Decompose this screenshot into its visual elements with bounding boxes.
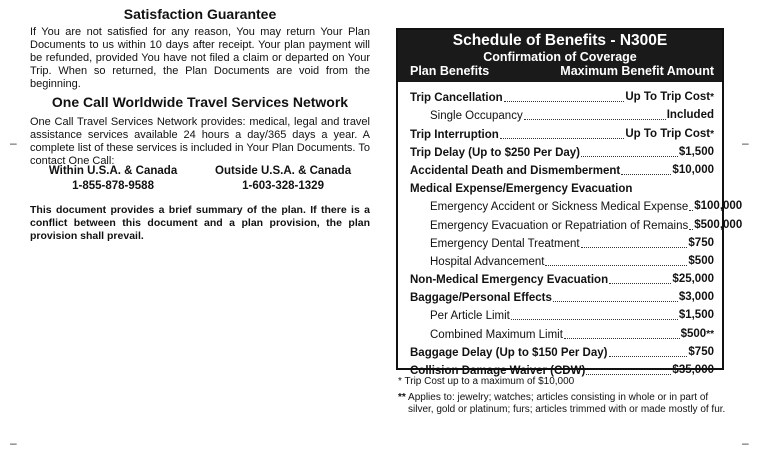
benefit-amount <box>694 218 742 233</box>
benefit-row <box>410 87 714 105</box>
benefit-amount <box>667 108 714 123</box>
dot-leader <box>524 119 666 120</box>
benefit-label: Emergency Accident or Sickness Medical Expense <box>430 201 689 214</box>
benefit-label: Baggage/Personal Effects <box>410 292 552 305</box>
column-header-amount: Maximum Benefit Amount <box>560 64 714 78</box>
benefit-amount <box>672 163 714 178</box>
benefit-amount <box>688 254 714 269</box>
satisfaction-text: If You are not satisfied for any reason, You may return Your Plan Documents to us within 10 days after receipt. Your plan payment will be refunded, provided You have not filed a claim or departed on Your Trip. When so returned, the Plan Documents are void from the beginning. <box>30 26 370 90</box>
schedule-title: Schedule of Benefits - N300E <box>452 32 668 49</box>
benefit-row <box>410 305 714 323</box>
column-header-benefits: Plan Benefits <box>410 64 490 78</box>
benefit-amount <box>688 236 714 251</box>
dot-leader <box>564 338 680 339</box>
dot-leader <box>581 247 688 248</box>
benefit-rows <box>398 82 743 378</box>
benefit-amount <box>694 199 742 214</box>
dot-leader <box>609 283 671 284</box>
benefit-amount <box>679 290 714 305</box>
dot-leader <box>545 265 687 266</box>
benefit-amount <box>625 90 714 105</box>
footnote-text: Applies to: jewelry; watches; articles consisting in whole or in part of silver, gold or platinum; furs; articles trimmed with or made mostly of fur. <box>408 392 726 415</box>
benefit-amount <box>625 127 714 142</box>
benefit-footnote-mark: * <box>710 128 714 140</box>
network-text: One Call Travel Services Network provides: medical, legal and travel assistance services available 24 hours a day/365 days a year. A complete list of these services is included in Your Plan Documents. To contact One Call: <box>30 116 370 167</box>
benefit-row <box>410 233 714 251</box>
dot-leader <box>581 156 678 157</box>
benefit-amount-value: $750 <box>688 345 714 358</box>
outside-phone: 1-603-328-1329 <box>242 180 324 192</box>
benefit-row <box>410 178 714 196</box>
benefit-amount-value: $500 <box>680 327 707 340</box>
footnote-mark: ** <box>398 392 406 403</box>
dot-leader <box>621 174 671 175</box>
benefit-amount-value: $750 <box>688 236 714 249</box>
benefit-row <box>410 342 714 360</box>
benefit-footnote-mark: ** <box>706 328 714 340</box>
benefit-amount <box>688 345 714 360</box>
benefit-row <box>410 142 714 160</box>
benefit-amount-value: $500,000 <box>694 218 743 231</box>
outside-contact <box>215 164 351 194</box>
satisfaction-title: Satisfaction Guarantee <box>123 6 277 22</box>
benefit-row <box>410 105 714 123</box>
benefit-label: Trip Delay (Up to $250 Per Day) <box>410 146 581 159</box>
crop-mark: – <box>10 436 17 450</box>
benefit-amount-value: $25,000 <box>672 273 714 286</box>
network-title: One Call Worldwide Travel Services Network <box>51 94 349 110</box>
within-contact <box>49 164 177 194</box>
dot-leader <box>609 356 688 357</box>
benefit-footnote-mark: * <box>710 92 714 104</box>
footnote-applies-to <box>398 392 728 416</box>
benefit-label: Emergency Evacuation or Repatriation of Remains <box>430 219 689 232</box>
within-phone: 1-855-878-9588 <box>72 180 154 192</box>
crop-mark: – <box>742 436 749 450</box>
schedule-subtitle: Confirmation of Coverage <box>483 50 637 64</box>
benefit-amount <box>679 145 714 160</box>
benefit-amount-value: $1,500 <box>678 309 714 322</box>
dot-leader <box>689 229 693 230</box>
dot-leader <box>504 101 625 102</box>
benefit-label: Non-Medical Emergency Evacuation <box>410 274 609 287</box>
benefit-amount-value: Up To Trip Cost <box>625 91 711 104</box>
benefit-row <box>410 196 743 214</box>
summary-disclaimer: This document provides a brief summary of the plan. If there is a conflict between this document and a plan provision, the plan provision shall prevail. <box>30 204 370 242</box>
footnote-mark: * <box>398 376 402 387</box>
benefit-amount-value: Up To Trip Cost <box>625 127 711 140</box>
benefit-row <box>410 214 743 232</box>
dot-leader <box>689 210 693 211</box>
benefit-row <box>410 269 714 287</box>
benefit-label: Trip Interruption <box>410 128 499 141</box>
benefit-label: Single Occupancy <box>430 110 523 123</box>
schedule-of-benefits <box>396 28 743 377</box>
benefit-row <box>410 160 714 178</box>
benefit-label: Baggage Delay (Up to $150 Per Day) <box>410 346 608 359</box>
benefit-label: Emergency Dental Treatment <box>430 237 580 250</box>
crop-mark: – <box>10 136 17 150</box>
benefit-amount-value: Included <box>666 109 714 122</box>
contact-phones <box>30 164 370 194</box>
benefit-amount <box>672 272 714 287</box>
benefit-label: Accidental Death and Dismemberment <box>410 164 621 177</box>
dot-leader <box>553 301 678 302</box>
benefit-label: Medical Expense/Emergency Evacuation <box>410 183 633 196</box>
benefit-label: Hospital Advancement <box>430 255 545 268</box>
benefit-amount-value: $1,500 <box>678 145 714 158</box>
benefit-amount-value: $500 <box>688 254 714 267</box>
benefit-row <box>410 287 714 305</box>
benefit-amount-value: $35,000 <box>672 364 714 376</box>
benefit-label: Combined Maximum Limit <box>430 328 563 341</box>
dot-leader <box>500 138 625 139</box>
footnote-text: Trip Cost up to a maximum of $10,000 <box>404 376 575 387</box>
benefit-row <box>410 323 714 341</box>
benefit-amount-value: $3,000 <box>678 291 714 304</box>
within-label: Within U.S.A. & Canada <box>48 165 178 177</box>
benefit-amount <box>679 308 714 323</box>
benefit-amount-value: $10,000 <box>672 163 714 176</box>
benefit-label: Collision Damage Waiver (CDW) <box>410 365 586 377</box>
benefit-label: Per Article Limit <box>430 310 510 323</box>
benefit-row <box>410 123 714 141</box>
schedule-header <box>398 30 722 82</box>
dot-leader <box>511 319 678 320</box>
benefit-amount-value: $100,000 <box>694 200 743 213</box>
outside-label: Outside U.S.A. & Canada <box>215 165 352 177</box>
benefit-amount <box>681 327 714 342</box>
dot-leader <box>586 374 671 375</box>
footnote-trip-cost <box>398 376 728 388</box>
crop-mark: – <box>742 136 749 150</box>
benefit-label: Trip Cancellation <box>410 92 503 105</box>
benefit-row <box>410 251 714 269</box>
